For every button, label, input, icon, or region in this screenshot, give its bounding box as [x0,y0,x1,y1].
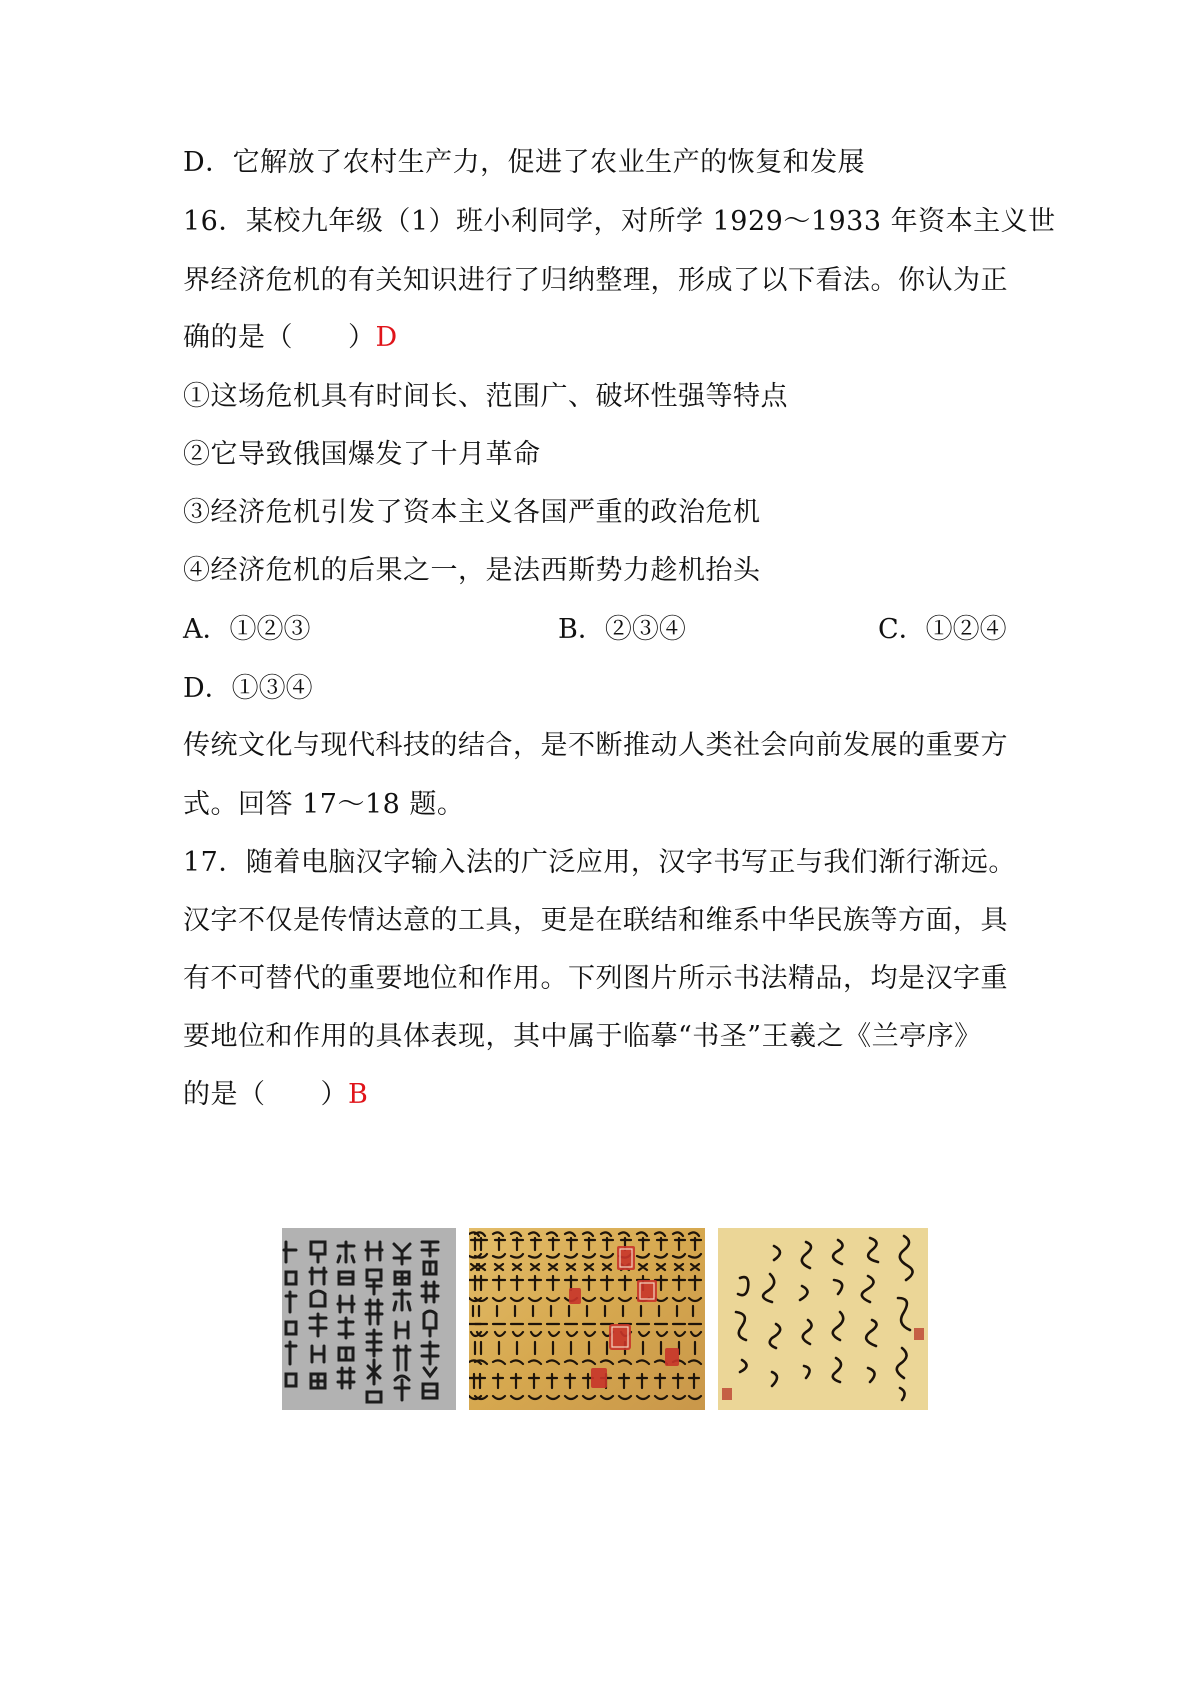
q16-option-a: A．①②③ [183,614,311,645]
q16-stem-line-3 [183,321,398,355]
q16-statement-3: ③经济危机引发了资本主义各国严重的政治危机 [183,497,761,528]
q17-answer: B [348,1079,369,1110]
q17-stem-line-1: 17．随着电脑汉字输入法的广泛应用，汉字书写正与我们渐行渐远。 [183,847,1016,878]
q16-stem-text: 确的是（ ） [183,322,376,353]
q16-stem-line-1: 16．某校九年级（1）班小利同学，对所学 1929～1933 年资本主义世 [183,206,1056,237]
seal-script-image [282,1228,456,1410]
q16-option-c: C．①②④ [878,614,1007,645]
q17-stem-line-5 [183,1078,368,1112]
cursive-script-image [718,1228,928,1410]
calligraphy-images [282,1228,928,1410]
q16-option-d: D．①③④ [183,673,313,704]
lanting-xu-image [469,1228,705,1410]
q16-stem-line-2: 界经济危机的有关知识进行了归纳整理，形成了以下看法。你认为正 [183,265,1008,296]
q16-statement-1: ①这场危机具有时间长、范围广、破坏性强等特点 [183,381,788,412]
q17-stem-line-3: 有不可替代的重要地位和作用。下列图片所示书法精品，均是汉字重 [183,963,1008,994]
q17-stem-line-4: 要地位和作用的具体表现，其中属于临摹“书圣”王羲之《兰亭序》 [183,1021,982,1052]
intro-line-1: 传统文化与现代科技的结合，是不断推动人类社会向前发展的重要方 [183,730,1008,761]
q16-option-b: B．②③④ [558,614,686,645]
q16-statement-2: ②它导致俄国爆发了十月革命 [183,439,541,470]
q17-stem-text: 的是（ ） [183,1079,348,1110]
intro-line-2: 式。回答 17～18 题。 [183,789,465,820]
q16-answer: D [375,322,398,353]
q17-stem-line-2: 汉字不仅是传情达意的工具，更是在联结和维系中华民族等方面，具 [183,905,1008,936]
q16-statement-4: ④经济危机的后果之一，是法西斯势力趁机抬头 [183,555,761,586]
q15-option-d: D．它解放了农村生产力，促进了农业生产的恢复和发展 [183,147,866,178]
